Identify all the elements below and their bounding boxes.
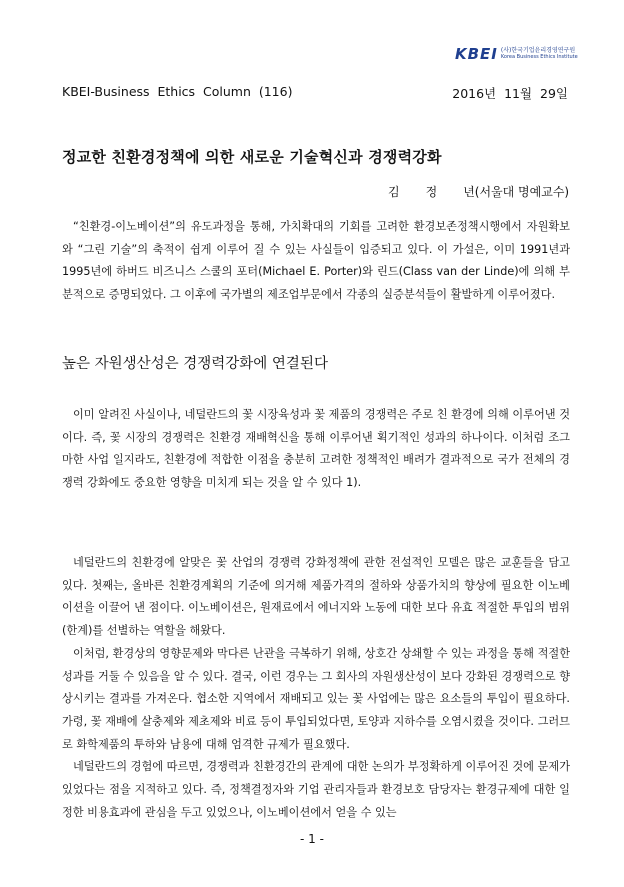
author-name-2: 정 bbox=[425, 185, 438, 199]
body-text-1: 이미 알려진 사실이나, 네덜란드의 꽃 시장육성과 꽃 제품의 경쟁력은 주로 친 환경에 의해 이루어낸 것이다. 즉, 꽃 시장의 경쟁력은 친환경 재배혁신을 통해 이루어낸 획기적인 성과의 하나이다. 이처럼 조그마한 사업 일지라도, 친환경에 적합한 이점을 충분히 고려한 정책적인 배려가 결과적으로 국가 전체의 경쟁력 강화에도 중요한 영향을 미치게 되는 것을 알 수 있다 1). bbox=[62, 408, 570, 490]
intro-text: “친환경-이노베이션”의 유도과정을 통해, 가치확대의 기회를 고려한 환경보존정책시행에서 자원확보와 “그린 기술”의 축적이 쉽게 이루어 질 수 있는 사실들이 입증되고 있다. 이 가설은, 이미 1991년과 1995년에 하버드 비즈니스 스쿨의 포터(Michael E. Porter)와 린드(Class van der Linde)에 의해 부분적으로 증명되었다. 그 이후에 국가별의 제조업부문에서 각종의 실증분석들이 활발하게 이루어졌다. bbox=[62, 220, 570, 302]
author-line bbox=[388, 183, 569, 200]
intro-paragraph bbox=[62, 216, 570, 307]
logo-english-name: Korea Business Ethics Institute bbox=[500, 54, 578, 60]
section-heading: 높은 자원생산성은 경쟁력강화에 연결된다 bbox=[62, 356, 328, 372]
body-text-3: 이처럼, 환경상의 영향문제와 막다른 난관을 극복하기 위해, 상호간 상쇄할 수 있는 과정을 통해 적절한 성과를 거둘 수 있음을 알 수 있다. 결국, 이런 경우는 그 회사의 자원생산성이 보다 강화된 경쟁력으로 향상시키는 결과를 가져온다. 협소한 지역에서 재배되고 있는 꽃 사업에는 많은 요소들의 투입이 필요하다. 가령, 꽃 재배에 살충제와 제초제와 비료 등이 투입되었다면, 토양과 지하수를 오염시켰을 것이다. 그러므로 화학제품의 투하와 남용에 대해 엄격한 규제가 필요했다. bbox=[62, 646, 570, 751]
body-text-4: 네덜란드의 경험에 따르면, 경쟁력과 친환경간의 관계에 대한 논의가 부정확하게 이루어진 것에 문제가 있었다는 점을 지적하고 있다. 즉, 정책결정자와 기업 관리자들과 환경보호 담당자는 환경규제에 대한 일정한 비용효과에 관심을 두고 있었으나, 이노베이션에서 얻을 수 있는 bbox=[62, 760, 570, 819]
institute-logo bbox=[455, 46, 578, 62]
logo-text bbox=[501, 47, 578, 61]
article-title: 정교한 친환경정책에 의한 새로운 기술혁신과 경쟁력강화 bbox=[62, 148, 442, 166]
author-name-1: 김 bbox=[388, 185, 400, 199]
column-series: KBEI-Business Ethics Column (116) bbox=[62, 84, 293, 99]
column-date: 2016년 11월 29일 bbox=[452, 86, 568, 101]
logo-mark: KBEI bbox=[455, 45, 498, 63]
page-number: - 1 - bbox=[300, 832, 324, 846]
body-paragraph-group bbox=[62, 552, 570, 824]
author-name-3: 년 bbox=[463, 185, 475, 199]
logo-korean-name: (사)한국기업윤리경영연구원 bbox=[500, 47, 576, 54]
author-affiliation: (서울대 명예교수) bbox=[474, 185, 570, 199]
body-paragraph-1 bbox=[62, 404, 570, 495]
body-text-2: 네덜란드의 친환경에 알맞은 꽃 산업의 경쟁력 강화정책에 관한 전설적인 모델은 많은 교훈들을 담고 있다. 첫째는, 올바른 친환경계획의 기준에 의거해 제품가격의 절하와 상품가치의 향상에 필요한 이노베이션을 이끌어 낸 점이다. 이노베이션은, 원재료에서 에너지와 노동에 대한 보다 유효 적절한 투입의 범위(한계)를 선별하는 역할을 해왔다. bbox=[62, 556, 570, 638]
column-header bbox=[62, 84, 568, 102]
